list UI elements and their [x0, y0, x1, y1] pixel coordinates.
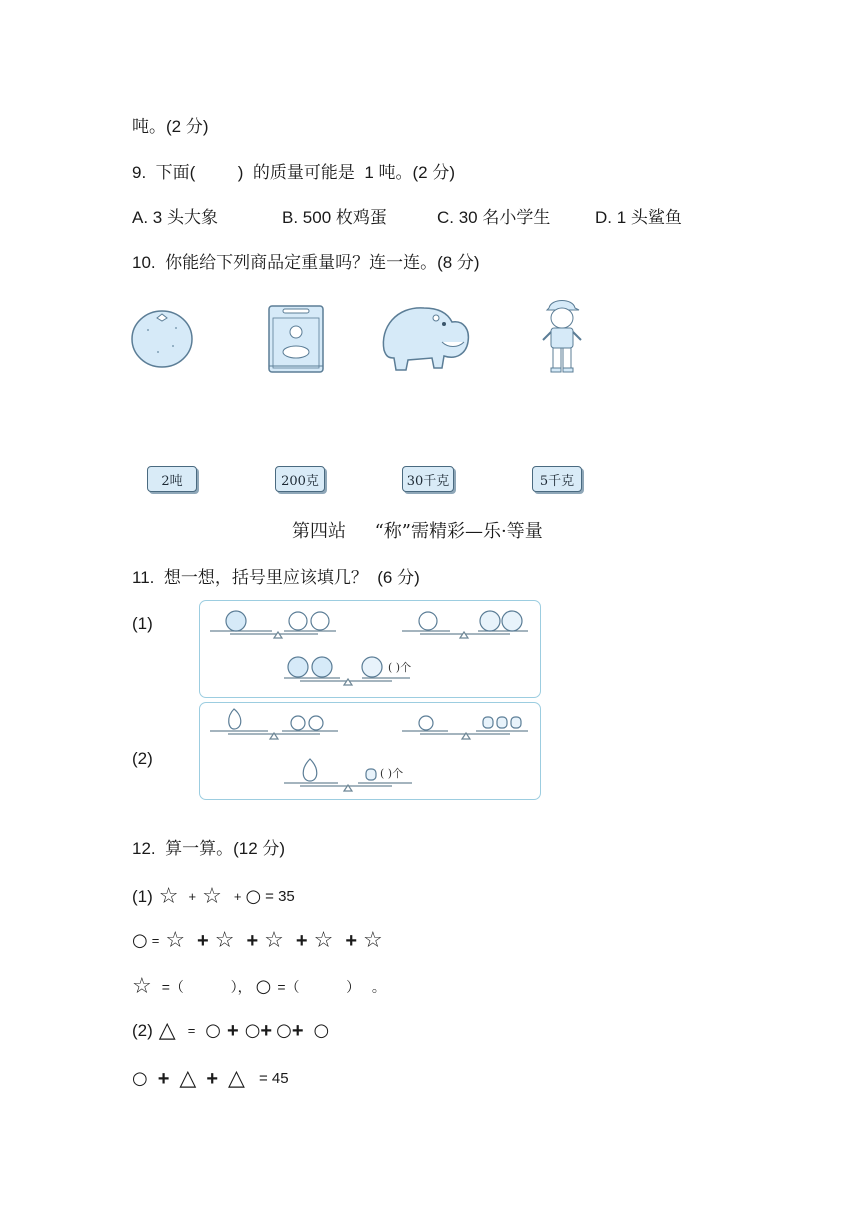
q8-tail: 吨。(2 分): [132, 117, 209, 136]
star-icon: ☆: [363, 928, 383, 953]
circle-icon: ○: [132, 1068, 148, 1089]
star-icon: ☆: [264, 928, 284, 953]
balance-scales-balls: [200, 601, 540, 697]
hippo-picture: [378, 298, 474, 378]
orange-picture: [128, 306, 196, 370]
boy-picture: [537, 296, 587, 378]
weight-tag-2-ton[interactable]: 2吨: [147, 466, 197, 492]
circle-icon: ○: [132, 930, 148, 951]
q12-p1-line2: [132, 926, 383, 956]
blank-count-2: ( )个: [380, 767, 404, 780]
star-icon: ☆: [313, 928, 334, 953]
star-answer-blank[interactable]: =（ ），: [161, 979, 252, 995]
plus-sign: +: [227, 1020, 239, 1042]
circle-answer-blank[interactable]: =（ ） 。: [277, 979, 386, 995]
q12-p2-line1: [132, 1016, 329, 1046]
star-icon: ☆: [214, 928, 235, 953]
plus-sign: +: [260, 1020, 273, 1042]
plus-sign: +: [188, 889, 197, 904]
q12-p1-result: = 35: [265, 888, 295, 905]
triangle-icon: △: [228, 1066, 245, 1091]
star-icon: ☆: [158, 884, 179, 909]
q12-p1-line3: [132, 972, 386, 1002]
equals-sign: =: [187, 1023, 196, 1038]
plus-sign: +: [157, 1068, 170, 1090]
q9-option-c: C. 30 名小学生: [437, 208, 551, 227]
q12-p1-label: (1): [132, 887, 153, 906]
circle-icon: ○: [255, 976, 272, 997]
q9-question: 9. 下面( ) 的质量可能是 1 吨。(2 分): [132, 163, 456, 182]
plus-sign: +: [197, 930, 209, 952]
balance-panel-fruits: [199, 702, 541, 800]
q11-part2-label: (2): [132, 749, 153, 768]
q11-part1-label: (1): [132, 614, 153, 633]
plus-sign: +: [291, 1020, 304, 1042]
balance-scales-fruits: [200, 703, 540, 799]
q12-p2-label: (2): [132, 1021, 153, 1040]
weight-tag-200-g[interactable]: 200克: [275, 466, 325, 492]
q10-question: 10. 你能给下列商品定重量吗？连一连。(8 分): [132, 253, 480, 272]
q12-question: 12. 算一算。(12 分): [132, 839, 286, 858]
star-icon: ☆: [132, 974, 152, 999]
triangle-icon: △: [158, 1018, 176, 1043]
circle-icon: ○: [244, 1020, 261, 1041]
q9-option-a: A. 3 头大象: [132, 208, 218, 227]
plus-sign: +: [295, 930, 308, 952]
q12-p2-result: = 45: [258, 1070, 289, 1087]
q12-p1-line1: [132, 882, 295, 912]
section-title: 第四站 “称”需精彩—乐·等量: [292, 521, 543, 542]
weight-tag-30-kg[interactable]: 30千克: [402, 466, 454, 492]
blank-count-1: ( )个: [388, 661, 412, 674]
q9-option-b: B. 500 枚鸡蛋: [282, 208, 387, 227]
plus-sign: +: [345, 930, 357, 952]
triangle-icon: △: [179, 1066, 197, 1091]
q11-question: 11. 想一想，括号里应该填几？ (6 分): [132, 568, 420, 587]
circle-icon: ○: [276, 1020, 292, 1041]
circle-icon: ○: [245, 886, 262, 907]
q9-option-d: D. 1 头鲨鱼: [595, 208, 682, 227]
plus-sign: +: [246, 930, 259, 952]
star-icon: ☆: [202, 884, 222, 909]
equals-sign: =: [151, 933, 160, 948]
balance-panel-balls: [199, 600, 541, 698]
plus-sign: +: [233, 889, 242, 904]
circle-icon: ○: [205, 1020, 222, 1041]
star-icon: ☆: [165, 928, 186, 953]
plus-sign: +: [206, 1068, 219, 1090]
circle-icon: ○: [313, 1020, 330, 1041]
rice-bag-picture: [265, 300, 327, 376]
q12-p2-line2: [132, 1064, 289, 1094]
weight-tag-5-kg[interactable]: 5千克: [532, 466, 582, 492]
